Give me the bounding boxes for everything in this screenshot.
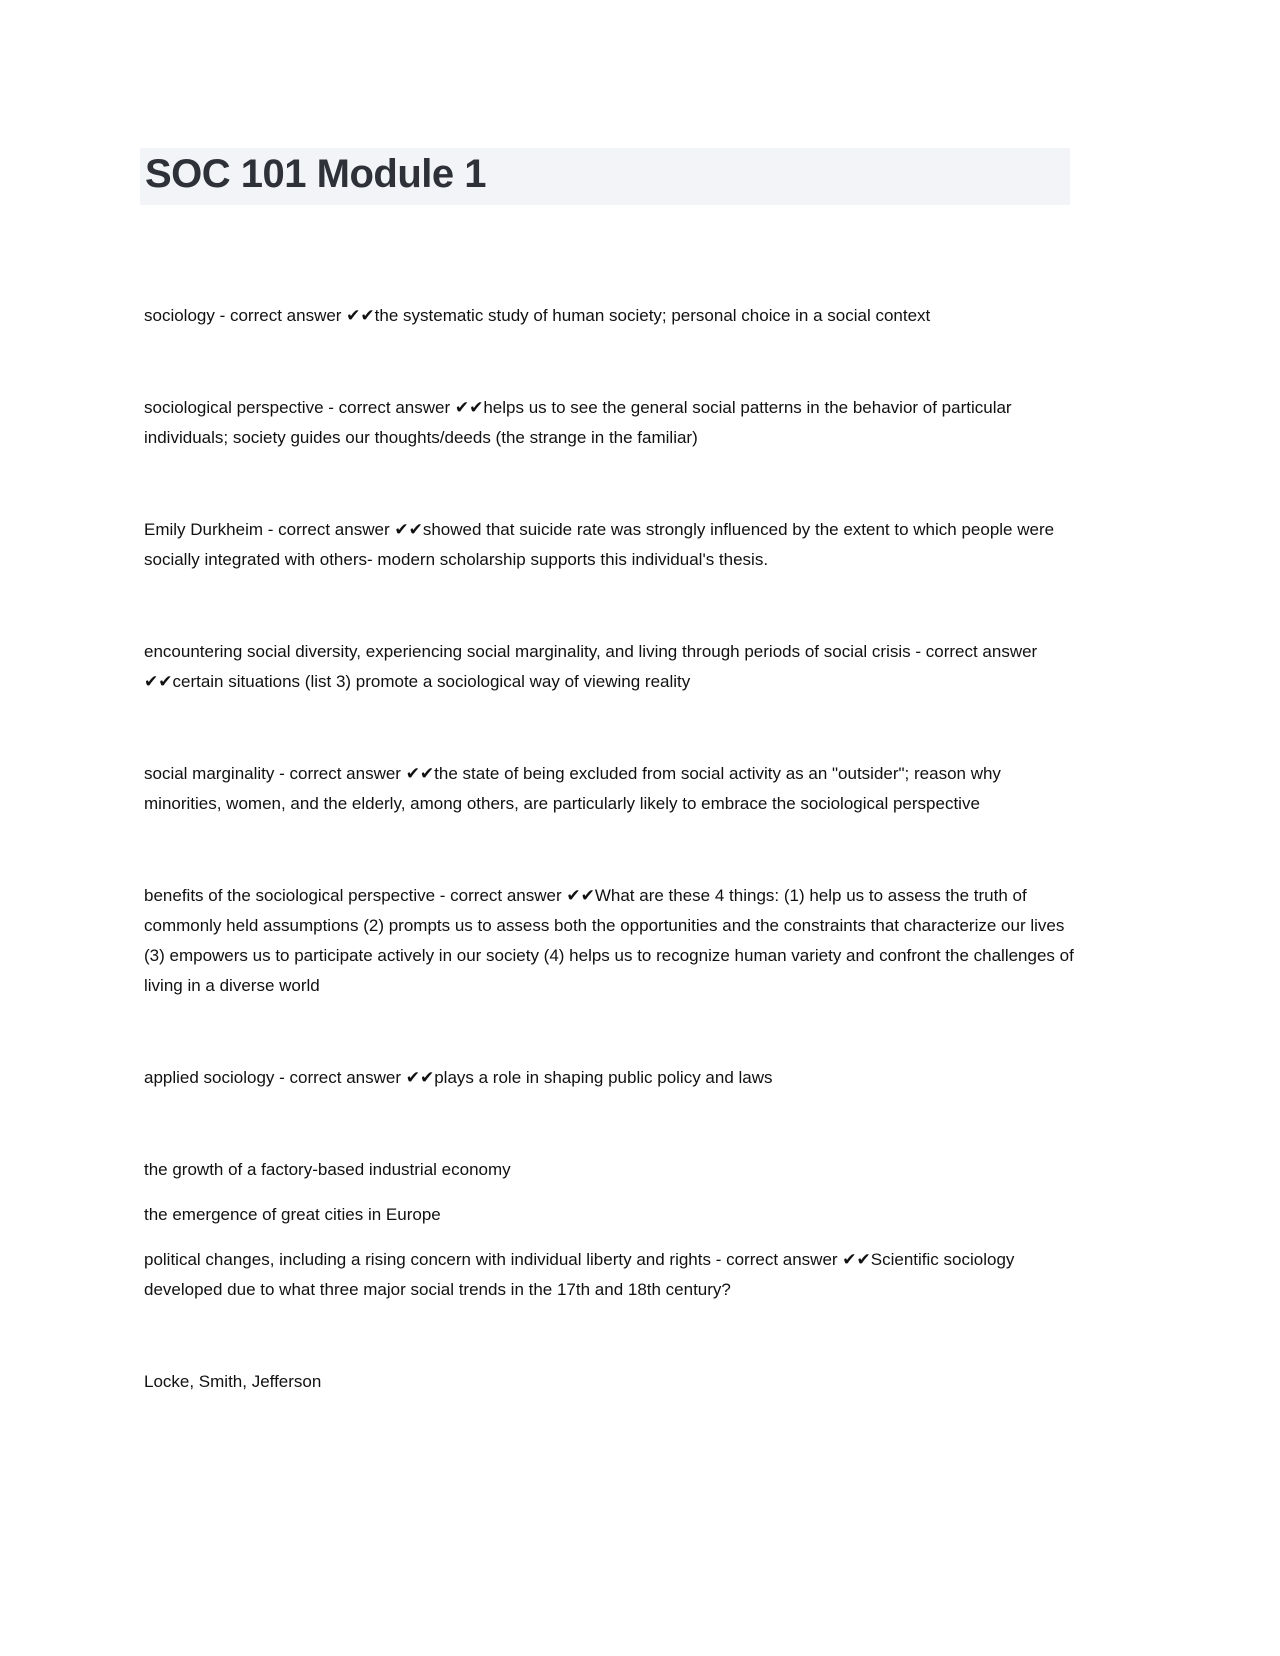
list-line-paragraph: the emergence of great cities in Europe [144,1205,441,1224]
flashcard-paragraph: Emily Durkheim - correct answer ✔✔showed that suicide rate was strongly influenced by the extent to which people were socially integrated with others- modern scholarship supports this individual's thesis. [144,520,1055,569]
flashcard-paragraph: encountering social diversity, experiencing social marginality, and living through periods of social crisis - correct answer ✔✔certain situations (list 3) promote a sociological way of viewing reality [144,642,1038,691]
flashcard-paragraph: political changes, including a rising concern with individual liberty and rights - correct answer ✔✔Scientific sociology developed due to what three major social trends in the 17th and 18th century? [144,1250,1015,1299]
flashcard-paragraph: applied sociology - correct answer ✔✔plays a role in shaping public policy and laws [144,1068,773,1087]
title-highlight-bar [140,148,1070,205]
flashcard-paragraph: benefits of the sociological perspective - correct answer ✔✔What are these 4 things: (1) help us to assess the truth of commonly held assumptions (2) prompts us to assess both the opportunities and the constraints that characterize our lives (3) empowers us to participate actively in our society (4) helps us to recognize human variety and confront the challenges of living in a diverse world [144,886,1074,995]
flashcard-paragraph: sociology - correct answer ✔✔the systematic study of human society; personal choice in a social context [144,306,931,325]
answer-paragraph: Locke, Smith, Jefferson [144,1372,322,1391]
flashcard-paragraph: social marginality - correct answer ✔✔the state of being excluded from social activity as an "outsider"; reason why minorities, women, and the elderly, among others, are particularly likely to embrace the sociological perspective [144,764,1001,813]
page-title: SOC 101 Module 1 [145,152,486,196]
document-body [144,205,1076,1397]
flashcard-paragraph: sociological perspective - correct answer ✔✔helps us to see the general social patterns in the behavior of particular individuals; society guides our thoughts/deeds (the strange in the familiar) [144,398,1012,447]
list-line-paragraph: the growth of a factory-based industrial economy [144,1160,511,1179]
